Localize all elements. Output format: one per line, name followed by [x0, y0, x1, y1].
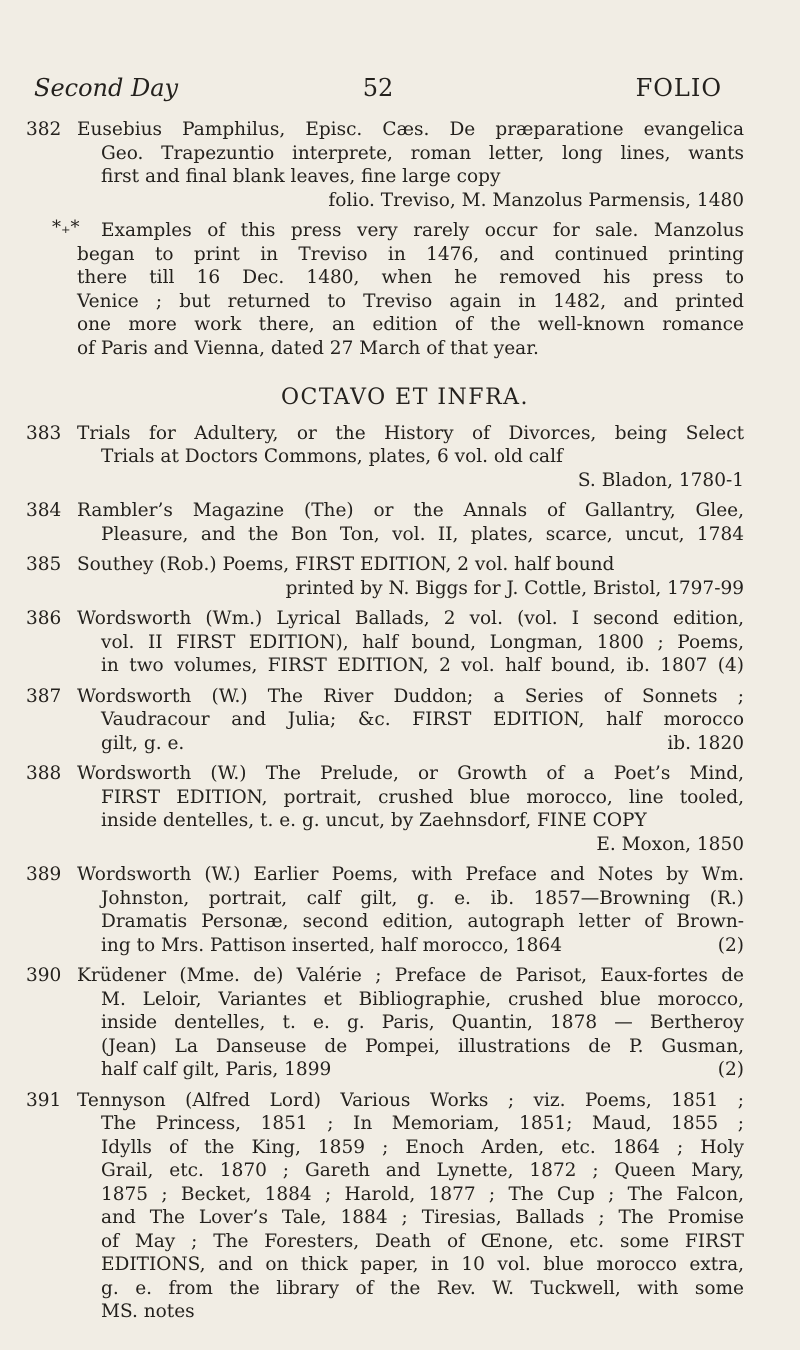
lot-imprint: ib. 1820	[667, 732, 744, 754]
lot-line: g. e. from the library of the Rev. W. Tuckwell, with some	[101, 1277, 744, 1299]
lot-number: 388	[26, 763, 62, 784]
lot-382-note	[26, 219, 744, 360]
lot-line: Southey (Rob.) Poems, FIRST EDITION, 2 vol. half bound	[77, 554, 615, 575]
lot-imprint: S. Bladon, 1780-1	[577, 469, 744, 491]
lot-number: 390	[26, 965, 62, 986]
lot-line: inside dentelles, t. e. g. Paris, Quantin, 1878 — Bertheroy	[101, 1012, 744, 1033]
section-heading: OCTAVO ET INFRA.	[280, 385, 530, 410]
lot-number: 386	[26, 608, 62, 629]
lot-389	[26, 863, 744, 957]
running-head-format: FOLIO	[635, 74, 722, 102]
note-asterisks: *₊*	[52, 217, 80, 238]
lot-line: Trials at Doctors Commons, plates, 6 vol. old calf	[101, 446, 563, 467]
lot-line: The Princess, 1851 ; In Memoriam, 1851; Maud, 1855 ;	[101, 1113, 744, 1134]
lot-imprint: folio. Treviso, M. Manzolus Parmensis, 1480	[328, 189, 744, 211]
lot-line: Dramatis Personæ, second edition, autograph letter of Brown-	[101, 911, 744, 932]
lot-number: 382	[26, 119, 62, 140]
lot-imprint: printed by N. Biggs for J. Cottle, Bristol, 1797-99	[285, 577, 744, 599]
lot-line: of May ; The Foresters, Death of Œnone, etc. some FIRST	[101, 1230, 744, 1252]
lot-line: Pleasure, and the Bon Ton, vol. II, plates, scarce, uncut, 1784	[101, 523, 744, 545]
running-head	[34, 74, 722, 104]
lot-line: half calf gilt, Paris, 1899	[101, 1059, 332, 1080]
lot-383	[26, 422, 744, 493]
lot-line: M. Leloir, Variantes et Bibliographie, crushed blue morocco,	[101, 988, 744, 1010]
lot-number: 391	[26, 1089, 62, 1111]
lot-line: Trials for Adultery, or the History of Divorces, being Select	[77, 422, 744, 444]
lot-number: 387	[26, 685, 62, 707]
lot-line: in two volumes, FIRST EDITION, 2 vol. half bound, ib. 1807 (4)	[101, 655, 744, 676]
lot-line: FIRST EDITION, portrait, crushed blue morocco, line tooled,	[101, 786, 744, 808]
lot-line: and The Lover’s Tale, 1884 ; Tiresias, Ballads ; The Promise	[101, 1207, 744, 1228]
lot-line: Tennyson (Alfred Lord) Various Works ; viz. Poems, 1851 ;	[77, 1089, 744, 1111]
lot-number: 383	[26, 422, 62, 444]
lot-line: Wordsworth (W.) Earlier Poems, with Preface and Notes by Wm.	[77, 864, 744, 885]
note-line: one more work there, an edition of the well-known romance	[77, 314, 744, 335]
lot-388	[26, 762, 744, 856]
catalogue-content	[26, 118, 744, 1331]
lot-line: Rambler’s Magazine (The) or the Annals of Gallantry, Glee,	[77, 500, 744, 521]
lot-line: Johnston, portrait, calf gilt, g. e. ib. 1857—Browning (R.)	[101, 887, 744, 909]
note-line: of Paris and Vienna, dated 27 March of that year.	[77, 337, 539, 359]
lot-line: Vaudracour and Julia; &c. FIRST EDITION, half morocco	[101, 709, 744, 730]
lot-386	[26, 607, 744, 678]
lot-line: EDITIONS, and on thick paper, in 10 vol. blue morocco extra,	[101, 1254, 744, 1275]
lot-line: Geo. Trapezuntio interprete, roman letter, long lines, wants	[101, 142, 744, 164]
lot-number: 385	[26, 554, 62, 575]
lot-line: (Jean) La Danseuse de Pompei, illustrations de P. Gusman,	[101, 1035, 744, 1057]
running-head-day: Second Day	[34, 74, 179, 102]
lot-line: 1875 ; Becket, 1884 ; Harold, 1877 ; The Cup ; The Falcon,	[101, 1183, 744, 1205]
lot-391	[26, 1089, 744, 1324]
lot-number: 384	[26, 500, 62, 521]
lot-line: inside dentelles, t. e. g. uncut, by Zaehnsdorf, FINE COPY	[101, 810, 647, 831]
lot-last-row	[77, 1058, 744, 1082]
lot-line: vol. II FIRST EDITION), half bound, Longman, 1800 ; Poems,	[101, 631, 744, 653]
lot-line: Wordsworth (Wm.) Lyrical Ballads, 2 vol. (vol. I second edition,	[77, 608, 744, 629]
lot-line: ing to Mrs. Pattison inserted, half morocco, 1864	[101, 934, 562, 956]
lot-line: Wordsworth (W.) The Prelude, or Growth of a Poet’s Mind,	[77, 763, 744, 784]
lot-387	[26, 685, 744, 756]
lot-line: Idylls of the King, 1859 ; Enoch Arden, etc. 1864 ; Holy	[101, 1136, 744, 1158]
lot-382	[26, 118, 744, 212]
lot-line: Eusebius Pamphilus, Episc. Cæs. De præparatione evangelica	[77, 119, 744, 140]
lot-count: (2)	[717, 934, 744, 956]
lot-last-row	[77, 934, 744, 958]
lot-line: Krüdener (Mme. de) Valérie ; Preface de Parisot, Eaux-fortes de	[77, 965, 744, 986]
note-line: Venice ; but returned to Treviso again in 1482, and printed	[77, 290, 744, 312]
note-line: there till 16 Dec. 1480, when he removed his press to	[77, 267, 744, 288]
lot-last-row	[77, 732, 744, 756]
lot-385	[26, 553, 744, 600]
note-line: Examples of this press very rarely occur for sale. Manzolus	[101, 220, 744, 241]
lot-line: first and final blank leaves, fine large copy	[101, 166, 501, 187]
lot-line: Wordsworth (W.) The River Duddon; a Series of Sonnets ;	[77, 685, 744, 707]
lot-number: 389	[26, 864, 62, 885]
lot-390	[26, 964, 744, 1082]
lot-384	[26, 499, 744, 546]
note-line: began to print in Treviso in 1476, and continued printing	[77, 243, 744, 265]
lot-line: Grail, etc. 1870 ; Gareth and Lynette, 1872 ; Queen Mary,	[101, 1160, 744, 1181]
page-number: 52	[362, 74, 394, 102]
lot-line: gilt, g. e.	[101, 732, 185, 754]
lot-count: (2)	[717, 1059, 744, 1080]
lot-line: MS. notes	[101, 1301, 195, 1322]
lot-imprint: E. Moxon, 1850	[596, 833, 744, 855]
